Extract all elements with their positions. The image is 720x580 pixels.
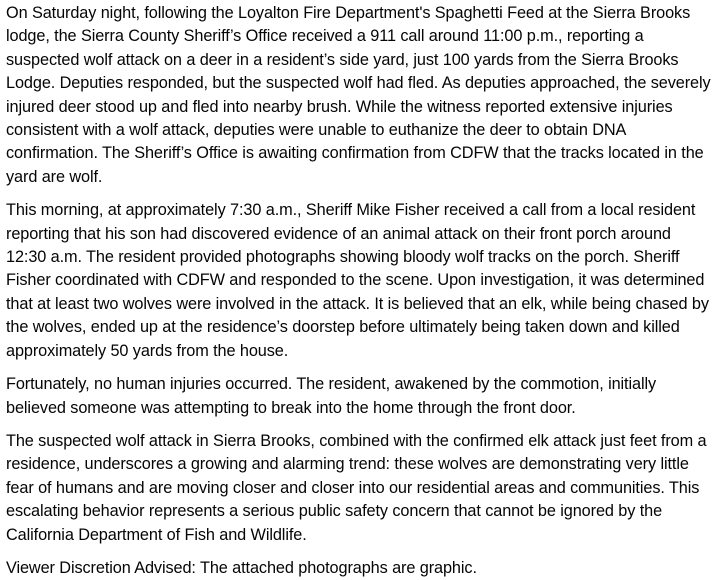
paragraph-saturday-night-report: On Saturday night, following the Loyalton Fire Department's Spaghetti Feed at the Sierra Brooks lodge, the Sierra County Sheriff’s Office received a 911 call around 11:00 p.m., reporting a suspected wolf attack on a deer in a resident’s side yard, just 100 yards from the Sierra Brooks Lodge. Deputies responded, but the suspected wolf had fled. As deputies approached, the severely injured deer stood up and fled into nearby brush. While the witness reported extensive injuries consistent with a wolf attack, deputies were unable to euthanize the deer to obtain DNA confirmation. The Sheriff’s Office is awaiting confirmation from CDFW that the tracks located in the yard are wolf. bbox=[6, 4, 711, 186]
paragraph-viewer-discretion: Viewer Discretion Advised: The attached photographs are graphic. bbox=[6, 558, 477, 577]
paragraph-public-safety-concern: The suspected wolf attack in Sierra Brooks, combined with the confirmed elk attack just feet from a residence, underscores a growing and alarming trend: these wolves are demonstrating very little fear of humans and are moving closer and closer into our residential areas and communities. This escalating behavior represents a serious public safety concern that cannot be ignored by the California Department of Fish and Wildlife. bbox=[6, 431, 707, 544]
paragraph-no-injuries: Fortunately, no human injuries occurred. The resident, awakened by the commotion, initially believed someone was attempting to break into the home through the front door. bbox=[6, 375, 657, 417]
paragraph-morning-porch-attack: This morning, at approximately 7:30 a.m., Sheriff Mike Fisher received a call from a local resident reporting that his son had discovered evidence of an animal attack on their front porch around 12:30 a.m. The resident provided photographs showing bloody wolf tracks on the porch. Sheriff Fisher coordinated with CDFW and responded to the scene. Upon investigation, it was determined that at least two wolves were involved in the attack. It is believed that an elk, while being chased by the wolves, ended up at the residence’s doorstep before ultimately being taken down and killed approximately 50 yards from the house. bbox=[6, 201, 709, 360]
